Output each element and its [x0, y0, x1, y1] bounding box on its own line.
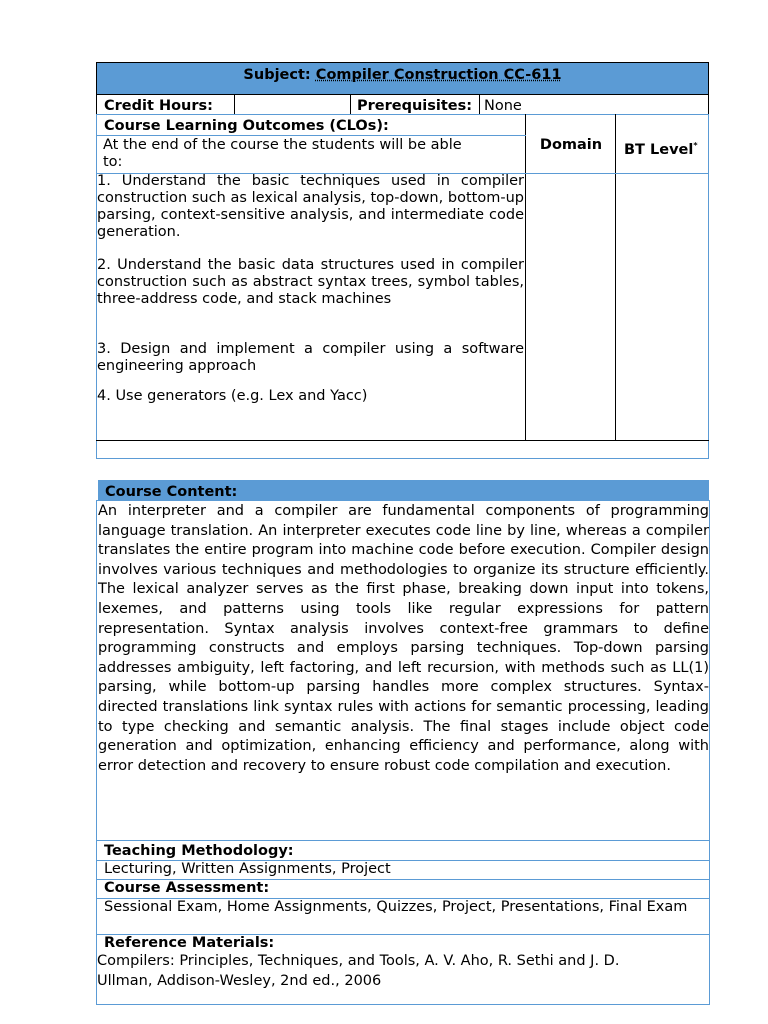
clo-item-3: 3. Design and implement a compiler using a software engineering approach — [97, 341, 524, 374]
assessment-body: Sessional Exam, Home Assignments, Quizzes, Project, Presentations, Final Exam — [104, 899, 688, 915]
clo-line-title — [96, 135, 526, 136]
clo-title: Course Learning Outcomes (CLOs): — [104, 118, 389, 134]
clo-intro: At the end of the course the students will be able to: — [103, 137, 462, 170]
prerequisites-label: Prerequisites: — [357, 98, 473, 114]
credit-hours-value-cell — [234, 94, 351, 115]
references-body: Compilers: Principles, Techniques, and Tools, A. V. Aho, R. Sethi and J. D. Ullman, Addison-Wesley, 2nd ed., 2006 — [97, 953, 620, 989]
prerequisites-value: None — [484, 98, 522, 114]
course-content-title: Course Content: — [105, 484, 238, 500]
course-content-header — [98, 480, 709, 501]
bt-level-label: BT Level — [624, 141, 694, 158]
credit-hours-label-cell — [96, 94, 235, 115]
credit-hours-label: Credit Hours: — [104, 98, 213, 114]
prerequisites-value-cell — [479, 94, 709, 115]
teaching-top-line — [96, 840, 710, 841]
bt-level-asterisk: * — [693, 141, 698, 150]
teaching-body: Lecturing, Written Assignments, Project — [104, 861, 391, 877]
clo-item-1: 1. Understand the basic techniques used in compiler construction such as lexical analysis, top-down, bottom-up parsing, context-sensitive analysis, and intermediate code generation. — [97, 173, 524, 240]
subject-header — [96, 62, 709, 95]
clo-divider-bt — [615, 114, 616, 441]
references-title: Reference Materials: — [104, 935, 275, 951]
prerequisites-label-cell — [350, 94, 480, 115]
bt-level-header — [624, 137, 709, 159]
subject-value: Compiler Construction CC-611 — [315, 67, 562, 83]
clo-line-bottom — [96, 440, 709, 441]
course-content-body: An interpreter and a compiler are fundamental components of programming language translation. An interpreter executes code line by line, whereas a compiler translates the entire program into machine code before execution. Compiler design involves various techniques and methodologies to organize its structure efficiently. The lexical analyzer serves as the first phase, breaking down input into tokens, lexemes, and patterns using tools like regular expressions for pattern representation. Syntax analysis involves context-free grammars to define programming constructs and employs parsing techniques. Top-down parsing addresses ambiguity, left factoring, and left recursion, with methods such as LL(1) parsing, while bottom-up parsing handles more complex structures. Syntax-directed translations link syntax rules with actions for semantic processing, leading to type checking and semantic analysis. The final stages include object code generation and optimization, enhancing efficiency and performance, along with error detection and recovery to ensure robust code compilation and execution. — [98, 503, 709, 774]
domain-header: Domain — [539, 137, 603, 153]
clo-divider-domain — [525, 114, 526, 441]
clo-item-2: 2. Understand the basic data structures used in compiler construction such as abstract syntax trees, symbol tables, three-address code, and stack machines — [97, 257, 524, 307]
assessment-title: Course Assessment: — [104, 880, 270, 896]
teaching-title: Teaching Methodology: — [104, 843, 294, 859]
clo-item-4: 4. Use generators (e.g. Lex and Yacc) — [97, 388, 368, 404]
subject-label: Subject: — [243, 67, 311, 83]
